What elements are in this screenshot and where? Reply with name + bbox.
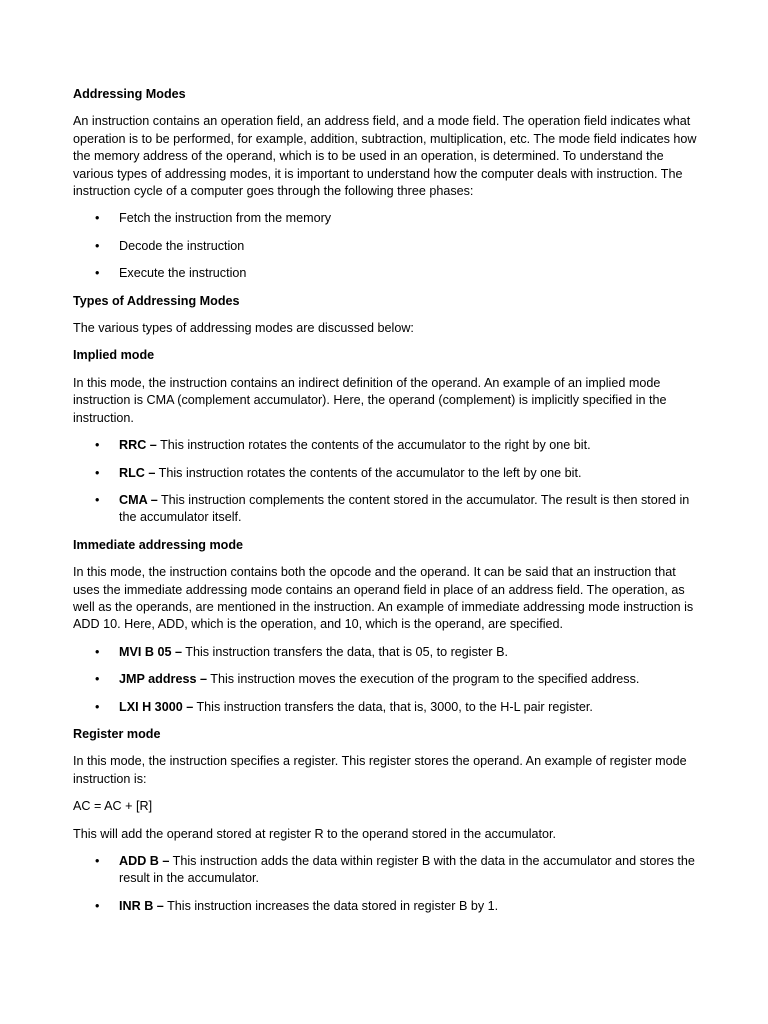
intro-paragraph: An instruction contains an operation field, an address field, and a mode field. The operation field indicates what operation is to be performed, for example, addition, subtraction, multiplication, etc. The mode field indicates how the memory address of the operand, which is to be used in an operation, is determined. To understand the various types of addressing modes, it is important to understand how the computer deals with instruction. The instruction cycle of a computer goes through the following three phases: <box>73 114 697 199</box>
instruction-description: This instruction rotates the contents of the accumulator to the right by one bit. <box>156 438 591 453</box>
instruction-description: This instruction complements the content stored in the accumulator. The result is then stored in the accumulator itself. <box>119 492 690 525</box>
bullet-icon: • <box>95 438 100 453</box>
list-item <box>73 492 705 527</box>
instruction-term: JMP address – <box>119 672 207 687</box>
register-mode-heading: Register mode <box>73 726 161 741</box>
instruction-term: CMA – <box>119 492 158 507</box>
register-formula-note: This will add the operand stored at register R to the operand stored in the accumulator. <box>73 826 557 841</box>
phase-text: Execute the instruction <box>119 266 247 281</box>
bullet-icon: • <box>95 898 100 913</box>
immediate-mode-list <box>73 644 705 716</box>
phases-list <box>73 210 705 282</box>
instruction-description: This instruction moves the execution of the program to the specified address. <box>206 672 640 687</box>
bullet-icon: • <box>95 266 100 281</box>
list-item <box>73 210 705 227</box>
instruction-description: This instruction rotates the contents of the accumulator to the left by one bit. <box>155 465 582 480</box>
types-intro: The various types of addressing modes are discussed below: <box>73 321 414 336</box>
instruction-term: RLC – <box>119 465 156 480</box>
types-heading: Types of Addressing Modes <box>73 293 240 308</box>
instruction-term: RRC – <box>119 438 157 453</box>
document-page <box>73 86 705 925</box>
list-item <box>73 853 705 888</box>
instruction-description: This instruction transfers the data, that is 05, to register B. <box>182 644 508 659</box>
implied-mode-heading: Implied mode <box>73 348 155 363</box>
phase-text: Decode the instruction <box>119 238 245 253</box>
instruction-description: This instruction transfers the data, that is, 3000, to the H-L pair register. <box>193 699 593 714</box>
bullet-icon: • <box>95 854 100 868</box>
list-item <box>73 699 705 716</box>
immediate-mode-text: In this mode, the instruction contains both the opcode and the operand. It can be said that an instruction that uses the immediate addressing mode contains an operand field in place of an address field. The operation, as well as the operands, are mentioned in the instruction. An example of immediate addressing mode instruction is ADD 10. Here, ADD, which is the operation, and 10, which is the operand, are specified. <box>73 565 694 632</box>
document-title: Addressing Modes <box>73 87 186 101</box>
instruction-term: LXI H 3000 – <box>119 699 194 714</box>
list-item <box>73 898 705 915</box>
instruction-term: MVI B 05 – <box>119 644 182 659</box>
immediate-mode-heading: Immediate addressing mode <box>73 537 244 552</box>
bullet-icon: • <box>95 699 100 714</box>
list-item <box>73 644 705 661</box>
bullet-icon: • <box>95 465 100 480</box>
bullet-icon: • <box>95 238 100 253</box>
implied-mode-text: In this mode, the instruction contains an indirect definition of the operand. An example of an implied mode instruction is CMA (complement accumulator). Here, the operand (complement) is implicitly specified in the instruction. <box>73 375 667 425</box>
register-mode-list <box>73 853 705 915</box>
bullet-icon: • <box>95 672 100 687</box>
bullet-icon: • <box>95 644 100 659</box>
list-item <box>73 265 705 282</box>
instruction-term: ADD B – <box>119 854 170 868</box>
list-item <box>73 671 705 688</box>
implied-mode-list <box>73 437 705 527</box>
register-mode-text: In this mode, the instruction specifies a register. This register stores the operand. An example of register mode instruction is: <box>73 754 687 786</box>
list-item <box>73 465 705 482</box>
phase-text: Fetch the instruction from the memory <box>119 211 332 226</box>
instruction-description: This instruction increases the data stored in register B by 1. <box>163 898 499 913</box>
register-formula: AC = AC + [R] <box>73 799 153 814</box>
bullet-icon: • <box>95 211 100 226</box>
list-item <box>73 437 705 454</box>
instruction-description: This instruction adds the data within register B with the data in the accumulator and stores the result in the accumulator. <box>119 854 695 886</box>
instruction-term: INR B – <box>119 898 164 913</box>
bullet-icon: • <box>95 492 100 507</box>
list-item <box>73 238 705 255</box>
